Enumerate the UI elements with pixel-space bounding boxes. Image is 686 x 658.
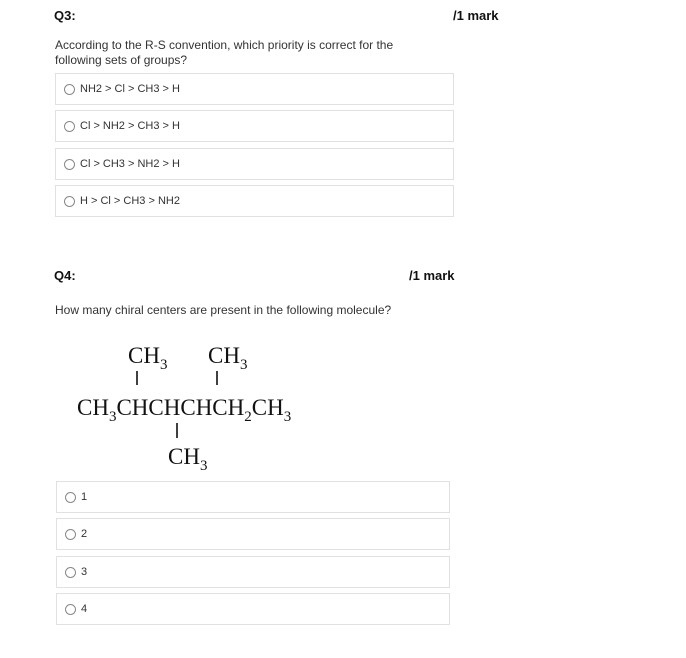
q3-prompt-line1: According to the R-S convention, which priority is correct for the: [55, 38, 394, 52]
radio-button[interactable]: [64, 196, 75, 207]
q4-option-3-label: 3: [81, 566, 88, 578]
methyl-top-right: $CH_3$: [208, 343, 248, 373]
q3-option-1-label: NH2 > Cl > CH3 > H: [80, 83, 180, 95]
q4-option-1-label: 1: [81, 491, 88, 503]
q3-option-1[interactable]: [55, 73, 454, 105]
radio-button[interactable]: [65, 604, 76, 615]
q3-option-4[interactable]: [55, 185, 454, 217]
q4-label: Q4:: [54, 268, 76, 283]
q4-option-2[interactable]: [56, 518, 450, 550]
q3-label: Q3:: [54, 8, 76, 23]
q3-option-4-label: H > Cl > CH3 > NH2: [80, 195, 180, 207]
radio-button[interactable]: [64, 159, 75, 170]
radio-button[interactable]: [64, 84, 75, 95]
radio-button[interactable]: [65, 567, 76, 578]
q3-mark: /1 mark: [453, 8, 499, 23]
q3-prompt: [55, 38, 393, 68]
radio-button[interactable]: [65, 492, 76, 503]
molecule-structure: [70, 335, 370, 475]
q3-prompt-line2: following sets of groups?: [55, 53, 188, 67]
q4-option-2-label: 2: [81, 528, 88, 540]
q3-option-3-label: Cl > CH3 > NH2 > H: [80, 158, 180, 170]
q3-option-2[interactable]: [55, 110, 454, 142]
q4-option-4[interactable]: [56, 593, 450, 625]
q4-option-4-label: 4: [81, 603, 88, 615]
radio-button[interactable]: [65, 529, 76, 540]
main-chain: $CH_3CHCHCHCH_2CH_3$: [77, 395, 292, 425]
methyl-bottom: $CH_3$: [168, 444, 208, 474]
q3-option-3[interactable]: [55, 148, 454, 180]
q4-mark: /1 mark: [409, 268, 455, 283]
q3-option-2-label: Cl > NH2 > CH3 > H: [80, 120, 180, 132]
radio-button[interactable]: [64, 121, 75, 132]
q4-prompt: How many chiral centers are present in the following molecule?: [55, 303, 392, 317]
methyl-top-left: $CH_3$: [128, 343, 168, 373]
q4-option-1[interactable]: [56, 481, 450, 513]
q4-option-3[interactable]: [56, 556, 450, 588]
